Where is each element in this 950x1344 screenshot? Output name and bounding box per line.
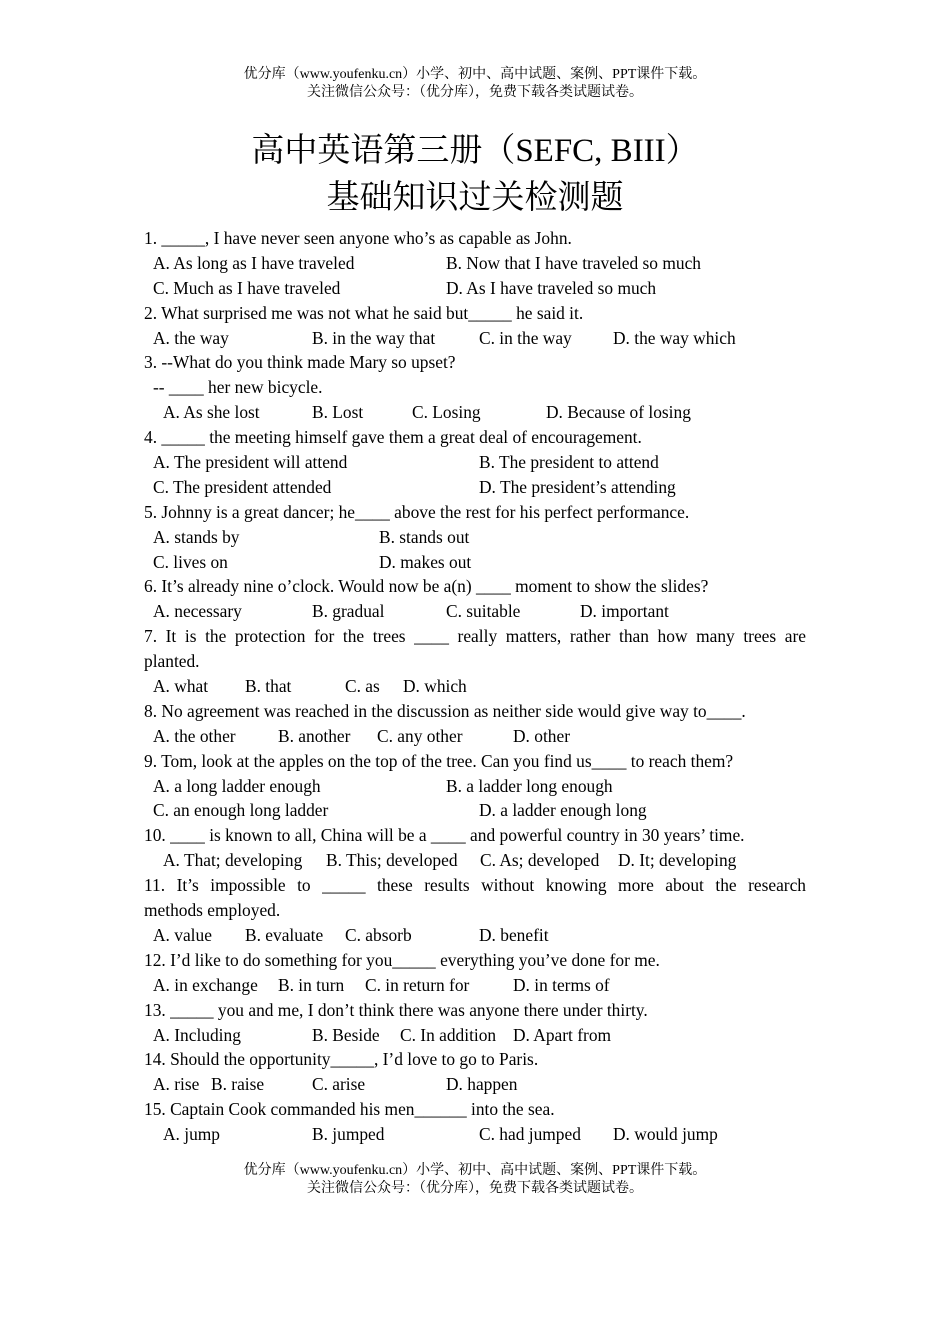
option-d: D. Apart from <box>513 1024 612 1045</box>
question-1-stem <box>144 226 806 251</box>
option-d: D. a ladder enough long <box>479 800 647 821</box>
option-c: C. The president attended <box>153 476 332 497</box>
question-13-options <box>144 1023 806 1048</box>
question-11-stem <box>144 898 806 923</box>
question-14-options <box>144 1072 806 1097</box>
question-13-stem <box>144 998 806 1023</box>
header-line-1: 优分库（www.youfenku.cn）小学、初中、高中试题、案例、PPT课件下载。 <box>243 67 707 82</box>
option-c: C. arise <box>312 1074 366 1095</box>
option-b: B. gradual <box>312 601 385 622</box>
option-c: C. absorb <box>345 924 412 945</box>
option-d: D. Because of losing <box>546 402 691 423</box>
question-10-stem <box>144 823 806 848</box>
option-a: A. stands by <box>153 526 240 547</box>
question-5-options <box>144 525 806 550</box>
option-c: C. in return for <box>365 974 470 995</box>
question-12-options <box>144 973 806 998</box>
question-text: planted. <box>144 651 200 672</box>
question-9-options <box>144 798 806 823</box>
page-header <box>0 66 950 102</box>
option-c: C. as <box>345 676 380 697</box>
option-b: B. jumped <box>312 1124 385 1145</box>
option-b: B. that <box>245 676 292 697</box>
question-text: 8. No agreement was reached in the discussion as neither side would give way to____. <box>144 700 746 721</box>
option-c: C. in the way <box>479 327 572 348</box>
footer-line-2: 关注微信公众号：（优分库），免费下载各类试题试卷。 <box>307 1181 643 1196</box>
question-15-options <box>144 1122 806 1147</box>
option-b: B. stands out <box>379 526 470 547</box>
question-text: 10. ____ is known to all, China will be a ____ and powerful country in 30 years’ time. <box>144 825 745 846</box>
page-subtitle: 基础知识过关检测题 <box>326 180 624 216</box>
question-3-stem <box>144 375 806 400</box>
option-d: D. the way which <box>613 327 736 348</box>
option-b: B. Beside <box>312 1024 380 1045</box>
option-d: D. The president’s attending <box>479 476 676 497</box>
question-text: 6. It’s already nine o’clock. Would now be a(n) ____ moment to show the slides? <box>144 576 709 597</box>
footer-line-1: 优分库（www.youfenku.cn）小学、初中、高中试题、案例、PPT课件下载。 <box>243 1163 707 1178</box>
option-a: A. what <box>153 676 209 697</box>
question-text: 4. _____ the meeting himself gave them a great deal of encouragement. <box>144 427 642 448</box>
question-4-stem <box>144 425 806 450</box>
question-text: 13. _____ you and me, I don’t think there was anyone there under thirty. <box>144 999 648 1020</box>
option-c: C. any other <box>377 725 463 746</box>
question-1-options <box>144 251 806 276</box>
option-c: C. lives on <box>153 551 228 572</box>
question-3-stem <box>144 350 806 375</box>
question-3-options <box>144 400 806 425</box>
option-d: D. in terms of <box>513 974 610 995</box>
option-b: B. The president to attend <box>479 452 659 473</box>
option-c: C. As; developed <box>480 850 600 871</box>
question-text: 12. I’d like to do something for you_____ everything you’ve done for me. <box>144 949 660 970</box>
question-14-stem <box>144 1047 806 1072</box>
question-4-options <box>144 450 806 475</box>
option-d: D. happen <box>446 1074 518 1095</box>
option-c: C. an enough long ladder <box>153 800 329 821</box>
question-2-stem <box>144 301 806 326</box>
option-a: A. That; developing <box>163 850 303 871</box>
header-line-2: 关注微信公众号：（优分库），免费下载各类试题试卷。 <box>307 85 643 100</box>
option-a: A. necessary <box>153 601 242 622</box>
option-c: C. suitable <box>446 601 521 622</box>
question-6-stem <box>144 574 806 599</box>
option-a: A. The president will attend <box>153 452 348 473</box>
question-9-options <box>144 774 806 799</box>
page-title: 高中英语第三册（SEFC, BIII） <box>251 133 699 169</box>
option-c: C. had jumped <box>479 1124 581 1145</box>
question-text: 15. Captain Cook commanded his men______ into the sea. <box>144 1099 555 1120</box>
option-d: D. makes out <box>379 551 472 572</box>
option-d: D. benefit <box>479 924 549 945</box>
option-d: D. other <box>513 725 570 746</box>
question-12-stem <box>144 948 806 973</box>
option-a: A. jump <box>163 1124 221 1145</box>
option-a: A. a long ladder enough <box>153 775 321 796</box>
option-a: A. value <box>153 924 212 945</box>
question-7-stem: 7. It is the protection for the trees ____ really matters, rather than how many trees are <box>144 626 806 647</box>
question-list <box>144 226 806 1147</box>
option-a: A. the other <box>153 725 236 746</box>
option-b: B. Lost <box>312 402 364 423</box>
option-c: C. Much as I have traveled <box>153 277 341 298</box>
option-a: A. As she lost <box>163 402 260 423</box>
question-1-options <box>144 276 806 301</box>
question-6-options <box>144 599 806 624</box>
option-d: D. important <box>580 601 669 622</box>
question-text: 5. Johnny is a great dancer; he____ above the rest for his perfect performance. <box>144 501 690 522</box>
option-b: B. another <box>278 725 351 746</box>
question-text: 2. What surprised me was not what he said but_____ he said it. <box>144 302 584 323</box>
question-7-options <box>144 674 806 699</box>
question-10-options <box>144 848 806 873</box>
page-footer <box>0 1162 950 1198</box>
option-b: B. This; developed <box>326 850 458 871</box>
question-15-stem <box>144 1097 806 1122</box>
question-9-stem <box>144 749 806 774</box>
option-a: A. in exchange <box>153 974 258 995</box>
option-b: B. evaluate <box>245 924 324 945</box>
question-11-options <box>144 923 806 948</box>
option-b: B. in turn <box>278 974 345 995</box>
question-4-options <box>144 475 806 500</box>
option-a: A. As long as I have traveled <box>153 252 355 273</box>
option-b: B. in the way that <box>312 327 436 348</box>
option-a: A. rise <box>153 1074 200 1095</box>
question-8-options <box>144 724 806 749</box>
question-8-stem <box>144 699 806 724</box>
option-d: D. would jump <box>613 1124 718 1145</box>
question-text: -- ____ her new bicycle. <box>153 377 323 398</box>
question-text: 3. --What do you think made Mary so upset? <box>144 352 456 373</box>
option-d: D. It; developing <box>618 850 737 871</box>
option-d: D. which <box>403 676 467 697</box>
question-text: methods employed. <box>144 900 281 921</box>
question-7-stem <box>144 649 806 674</box>
question-5-stem <box>144 500 806 525</box>
option-c: C. Losing <box>412 402 481 423</box>
option-b: B. Now that I have traveled so much <box>446 252 701 273</box>
question-text: 9. Tom, look at the apples on the top of the tree. Can you find us____ to reach them? <box>144 750 734 771</box>
question-text: 14. Should the opportunity_____, I’d love to go to Paris. <box>144 1049 539 1070</box>
question-2-options <box>144 326 806 351</box>
option-c: C. In addition <box>400 1024 497 1045</box>
option-a: A. Including <box>153 1024 241 1045</box>
question-11-stem: 11. It’s impossible to _____ these results without knowing more about the research <box>144 875 806 896</box>
option-b: B. a ladder long enough <box>446 775 613 796</box>
option-b: B. raise <box>211 1074 265 1095</box>
option-a: A. the way <box>153 327 229 348</box>
option-d: D. As I have traveled so much <box>446 277 657 298</box>
question-text: 1. _____, I have never seen anyone who’s as capable as John. <box>144 228 572 248</box>
question-5-options <box>144 550 806 575</box>
